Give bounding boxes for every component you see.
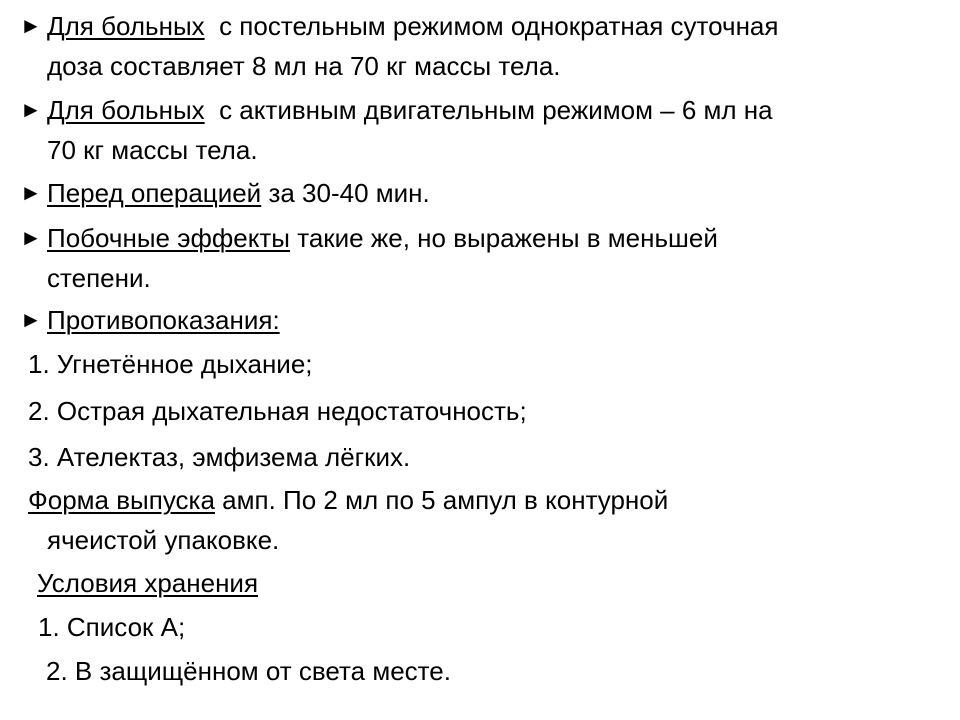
bullet-line (0, 300, 960, 340)
bullet-item-bedridden-dose (0, 6, 960, 86)
bullet-continuation: доза составляет 8 мл на 70 кг массы тела. (47, 51, 561, 81)
bullet-item-before-surgery (0, 173, 960, 213)
release-form (0, 480, 960, 560)
list-item: 1. Угнетённое дыхание; (28, 349, 313, 379)
bullet-continuation: 70 кг массы тела. (47, 135, 258, 165)
release-form-text: амп. По 2 мл по 5 ампул в контурной (214, 485, 669, 515)
bullet-lead: Для больных (47, 95, 205, 125)
storage-title-text: Условия хранения (37, 568, 259, 598)
bullet-line (0, 6, 960, 46)
bullet-line (0, 218, 960, 258)
storage-title-line (0, 563, 960, 603)
bullet-item-contraindications (0, 300, 960, 340)
bullet-lead: Для больных (47, 11, 205, 41)
list-item: 2. В защищённом от света месте. (46, 656, 451, 686)
storage-list-item (0, 607, 960, 647)
bullet-continuation: степени. (47, 263, 151, 293)
bullet-line (0, 90, 960, 130)
triangle-bullet-icon: ► (20, 13, 42, 38)
release-form-continuation: ячеистой упаковке. (47, 525, 280, 555)
storage-title (0, 563, 960, 603)
bullet-lead: Побочные эффекты (47, 223, 290, 253)
triangle-bullet-icon: ► (20, 307, 42, 332)
list-item: 3. Ателектаз, эмфизема лёгких. (28, 442, 411, 472)
contraindication-list-item (0, 437, 960, 477)
bullet-lead: Перед операцией (47, 178, 262, 208)
bullet-item-side-effects (0, 218, 960, 298)
triangle-bullet-icon: ► (20, 225, 42, 250)
triangle-bullet-icon: ► (20, 97, 42, 122)
bullet-lead: Противопоказания: (47, 305, 280, 335)
bullet-text: с постельным режимом однократная суточная (204, 11, 779, 41)
storage-list-item (0, 651, 960, 691)
bullet-item-active-dose (0, 90, 960, 170)
contraindication-list-item (0, 391, 960, 431)
list-item: 1. Список А; (38, 612, 186, 642)
bullet-line (0, 173, 960, 213)
release-form-line (0, 480, 960, 520)
triangle-bullet-icon: ► (20, 180, 42, 205)
bullet-text: такие же, но выражены в меньшей (289, 223, 718, 253)
bullet-text: за 30-40 мин. (261, 178, 430, 208)
release-form-lead: Форма выпуска (28, 485, 215, 515)
bullet-text: с активным двигательным режимом – 6 мл на (204, 95, 773, 125)
list-item: 2. Острая дыхательная недостаточность; (28, 396, 527, 426)
contraindication-list-item (0, 344, 960, 384)
